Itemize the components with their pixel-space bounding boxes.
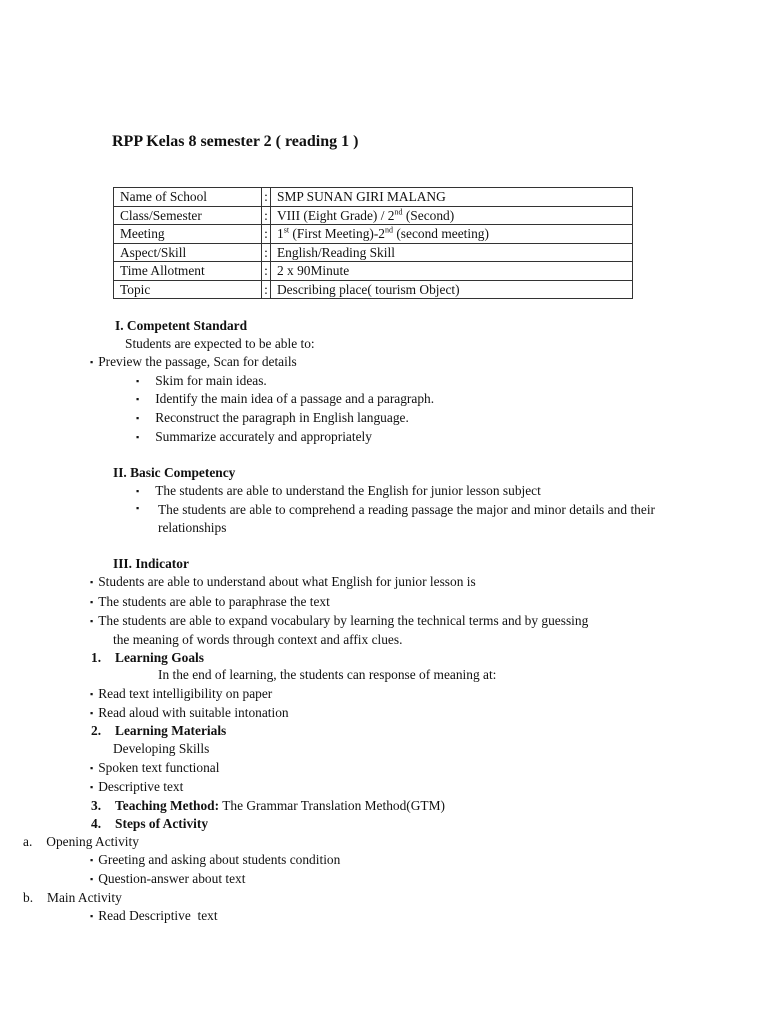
list-item-text: Spoken text functional xyxy=(98,760,220,775)
bullet-icon: ▪ xyxy=(136,486,140,496)
bullet-icon: ▪ xyxy=(90,874,94,884)
list-item xyxy=(136,372,267,390)
list-item-text: The students are able to understand the English for junior lesson subject xyxy=(155,483,541,498)
list-item-continuation: the meaning of words through context and affix clues. xyxy=(113,632,403,647)
list-item xyxy=(90,704,289,722)
heading-number: 4. xyxy=(91,816,102,831)
section-heading: I. Competent Standard xyxy=(115,318,248,333)
list-item xyxy=(136,482,541,500)
list-item-text: Descriptive text xyxy=(98,779,184,794)
list-item-text: Read text intelligibility on paper xyxy=(98,686,273,701)
row-label: Time Allotment xyxy=(114,262,262,281)
bullet-icon: ▪ xyxy=(90,357,94,367)
row-value: Describing place( tourism Object) xyxy=(271,280,633,299)
table-row xyxy=(114,225,633,244)
numbered-heading xyxy=(91,797,445,815)
row-separator: : xyxy=(262,206,271,225)
document-title: RPP Kelas 8 semester 2 ( reading 1 ) xyxy=(112,133,359,150)
heading-number: 1. xyxy=(91,650,102,665)
row-separator: : xyxy=(262,188,271,207)
value-part: VIII (Eight Grade) / 2 xyxy=(277,207,395,223)
numbered-heading xyxy=(91,722,226,740)
list-item xyxy=(136,409,409,427)
list-item xyxy=(136,390,434,408)
lettered-item xyxy=(23,889,122,907)
superscript: nd xyxy=(394,207,403,217)
item-label: Main Activity xyxy=(47,890,122,905)
lettered-item xyxy=(23,833,139,851)
row-separator: : xyxy=(262,243,271,262)
value-part: 1 xyxy=(277,226,284,241)
row-value: 2 x 90Minute xyxy=(271,262,633,281)
bullet-icon: ▪ xyxy=(136,413,140,423)
heading-number: 2. xyxy=(91,723,102,738)
list-item xyxy=(90,612,588,630)
item-letter: a. xyxy=(23,834,33,849)
bullet-icon: ▪ xyxy=(136,432,140,442)
list-item xyxy=(90,851,340,869)
list-item xyxy=(90,353,297,371)
bullet-icon: ▪ xyxy=(90,782,94,792)
superscript: st xyxy=(283,225,290,235)
info-table xyxy=(113,187,633,299)
bullet-icon: ▪ xyxy=(136,394,140,404)
list-item xyxy=(90,593,330,611)
bullet-icon: ▪ xyxy=(90,577,94,587)
table-row xyxy=(114,243,633,262)
item-letter: b. xyxy=(23,890,34,905)
bullet-icon: ▪ xyxy=(90,911,94,921)
list-item-text: Read aloud with suitable intonation xyxy=(98,705,289,720)
row-value xyxy=(271,225,633,244)
table-row xyxy=(114,188,633,207)
heading-text: Learning Goals xyxy=(115,650,204,665)
numbered-heading xyxy=(91,649,204,667)
table-row xyxy=(114,206,633,225)
section-heading: II. Basic Competency xyxy=(113,465,236,480)
row-label: Aspect/Skill xyxy=(114,243,262,262)
table-row xyxy=(114,262,633,281)
list-item xyxy=(136,428,372,446)
list-item-text: The students are able to comprehend a reading passage the major and minor details and their relationships xyxy=(158,502,655,536)
list-item-text: Question-answer about text xyxy=(98,871,246,886)
list-item-text: Greeting and asking about students condition xyxy=(98,852,341,867)
bullet-icon: ▪ xyxy=(90,763,94,773)
bullet-icon: ▪ xyxy=(90,597,94,607)
bullet-icon: ▪ xyxy=(136,376,140,386)
heading-number: 3. xyxy=(91,798,102,813)
list-item-text: The students are able to expand vocabulary by learning the technical terms and by guessing xyxy=(98,613,589,628)
item-label: Opening Activity xyxy=(46,834,139,849)
heading-text: Learning Materials xyxy=(115,723,227,738)
list-item-text: Identify the main idea of a passage and a paragraph. xyxy=(155,391,435,406)
row-value xyxy=(271,206,633,225)
row-label: Topic xyxy=(114,280,262,299)
section-intro: Students are expected to be able to: xyxy=(125,336,315,351)
list-item-text: The students are able to paraphrase the text xyxy=(98,594,330,609)
list-item-text: Skim for main ideas. xyxy=(155,373,267,388)
row-separator: : xyxy=(262,225,271,244)
row-label: Name of School xyxy=(114,188,262,207)
value-part: (Second) xyxy=(402,207,455,223)
row-value: English/Reading Skill xyxy=(271,243,633,262)
list-item xyxy=(90,573,476,591)
row-separator: : xyxy=(262,262,271,281)
list-item-text: Reconstruct the paragraph in English language. xyxy=(155,410,409,425)
numbered-heading xyxy=(91,815,208,833)
bullet-icon: ▪ xyxy=(90,689,94,699)
list-item xyxy=(90,778,183,796)
section-intro: In the end of learning, the students can response of meaning at: xyxy=(158,667,497,682)
bullet-icon: ▪ xyxy=(90,708,94,718)
heading-text: Steps of Activity xyxy=(115,816,209,831)
list-item xyxy=(90,907,218,925)
row-label: Meeting xyxy=(114,225,262,244)
superscript: nd xyxy=(385,225,393,235)
row-label: Class/Semester xyxy=(114,206,262,225)
method-value: The Grammar Translation Method(GTM) xyxy=(219,798,445,813)
bullet-icon: ▪ xyxy=(90,855,94,865)
row-value: SMP SUNAN GIRI MALANG xyxy=(271,188,633,207)
heading-text: Teaching Method: xyxy=(115,798,220,813)
bullet-icon: ▪ xyxy=(136,503,140,513)
bullet-icon: ▪ xyxy=(90,616,94,626)
list-item xyxy=(90,870,245,888)
value-part: (First Meeting)-2 xyxy=(289,226,385,241)
table-row xyxy=(114,280,633,299)
list-item xyxy=(90,759,219,777)
value-part: (second meeting) xyxy=(393,226,489,241)
list-item-text: Students are able to understand about what English for junior lesson is xyxy=(98,574,476,589)
list-item-text: Summarize accurately and appropriately xyxy=(155,429,372,444)
list-item-text: Read Descriptive text xyxy=(98,908,218,923)
row-separator: : xyxy=(262,280,271,299)
list-item xyxy=(136,501,655,537)
list-item-text: Preview the passage, Scan for details xyxy=(98,354,297,369)
list-item xyxy=(90,685,272,703)
section-heading: III. Indicator xyxy=(113,556,189,571)
subheading: Developing Skills xyxy=(113,741,210,756)
